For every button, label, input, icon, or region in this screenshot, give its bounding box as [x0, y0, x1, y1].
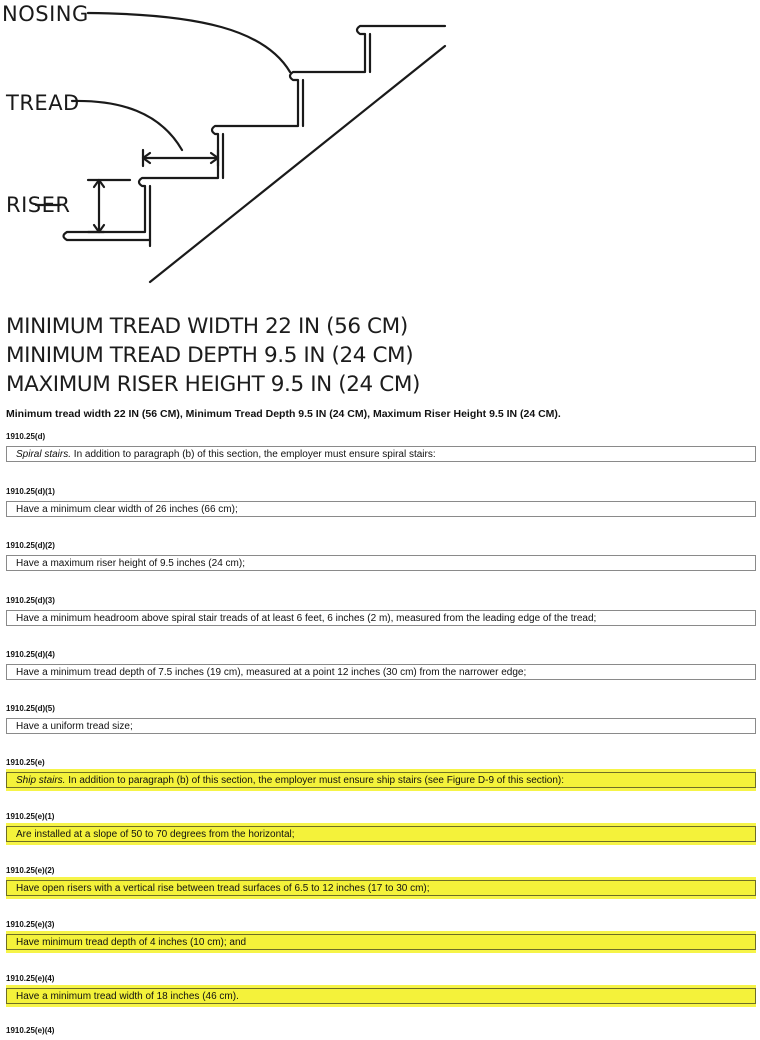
figure-caption: Minimum tread width 22 IN (56 CM), Minimum Tread Depth 9.5 IN (24 CM), Maximum Riser Height 9.5 IN (24 CM). — [6, 408, 561, 420]
heading-riser-height: MAXIMUM RISER HEIGHT 9.5 IN (24 CM) — [6, 372, 420, 397]
section-code: 1910.25(d)(4) — [6, 650, 55, 659]
section-d5 — [6, 704, 756, 734]
section-code: 1910.25(d)(1) — [6, 487, 55, 496]
section-code: 1910.25(e)(3) — [6, 920, 55, 929]
section-e — [6, 758, 756, 788]
requirement-headings — [6, 312, 420, 399]
section-text: Have a minimum headroom above spiral stair treads of at least 6 feet, 6 inches (2 m), measured from the leading edge of the tread; — [6, 610, 756, 626]
section-text-highlighted: Ship stairs. In addition to paragraph (b) of this section, the employer must ensure ship stairs (see Figure D-9 of this section): — [6, 772, 756, 788]
section-code: 1910.25(d)(3) — [6, 596, 55, 605]
section-code: 1910.25(e)(1) — [6, 812, 55, 821]
section-trailing — [6, 1026, 756, 1040]
stair-profile — [64, 26, 446, 246]
section-text-highlighted: Have open risers with a vertical rise between tread surfaces of 6.5 to 12 inches (17 to 30 cm); — [6, 880, 756, 896]
section-text: Have a maximum riser height of 9.5 inches (24 cm); — [6, 555, 756, 571]
section-d — [6, 432, 756, 462]
section-e4 — [6, 974, 756, 1004]
section-e1 — [6, 812, 756, 842]
section-text: Have a minimum tread depth of 7.5 inches (19 cm), measured at a point 12 inches (30 cm) from the narrower edge; — [6, 664, 756, 680]
section-d2 — [6, 541, 756, 571]
section-code: 1910.25(e)(4) — [6, 974, 55, 983]
heading-tread-width: MINIMUM TREAD WIDTH 22 IN (56 CM) — [6, 314, 408, 339]
nosing-leader — [88, 13, 290, 72]
section-code: 1910.25(e)(2) — [6, 866, 55, 875]
section-text: Have a minimum clear width of 26 inches (66 cm); — [6, 501, 756, 517]
riser-label: RISER — [6, 193, 71, 217]
section-code: 1910.25(d)(2) — [6, 541, 55, 550]
section-d1 — [6, 487, 756, 517]
section-e2 — [6, 866, 756, 896]
nosing-label: NOSING — [2, 2, 89, 26]
heading-tread-depth: MINIMUM TREAD DEPTH 9.5 IN (24 CM) — [6, 343, 414, 368]
section-code: 1910.25(e)(4) — [6, 1026, 55, 1035]
section-text-highlighted: Have minimum tread depth of 4 inches (10 cm); and — [6, 934, 756, 950]
section-code: 1910.25(e) — [6, 758, 45, 767]
stair-diagram — [0, 0, 760, 300]
section-code: 1910.25(d)(5) — [6, 704, 55, 713]
section-code: 1910.25(d) — [6, 432, 46, 441]
section-e3 — [6, 920, 756, 950]
section-text: Spiral stairs. In addition to paragraph (b) of this section, the employer must ensure spiral stairs: — [6, 446, 756, 462]
section-text-highlighted: Have a minimum tread width of 18 inches (46 cm). — [6, 988, 756, 1004]
section-d4 — [6, 650, 756, 680]
section-text: Have a uniform tread size; — [6, 718, 756, 734]
section-text-highlighted: Are installed at a slope of 50 to 70 degrees from the horizontal; — [6, 826, 756, 842]
tread-leader — [72, 101, 182, 150]
tread-label: TREAD — [6, 91, 80, 115]
section-d3 — [6, 596, 756, 626]
